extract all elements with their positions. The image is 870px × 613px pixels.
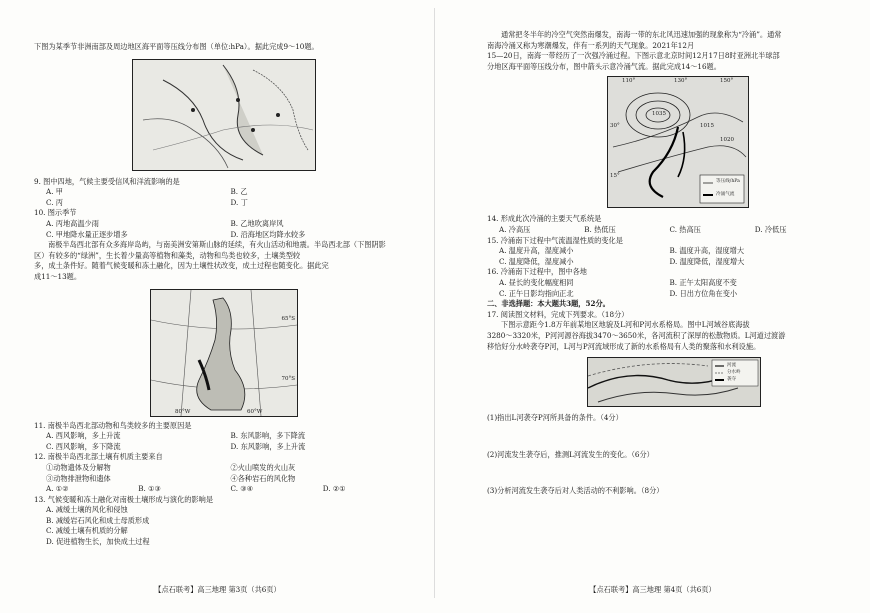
q17-answer-space-3[interactable] (487, 497, 840, 523)
q14-option-b: B. 热低压 (584, 224, 616, 234)
river-capture-map (587, 357, 761, 407)
lon-label-130: 130° (674, 78, 688, 85)
intro-14-16-line2: 南海冷涌又称为寒潮爆发，伴有一系列的天气现象。2021年12月 (487, 40, 695, 50)
isobar-label-1035: 1035 (652, 111, 666, 118)
isobar-map-graphic (133, 60, 315, 170)
legend-cold-surge: 冷涌气流 (716, 192, 735, 198)
q15-option-b: B. 温度升高，湿度增大 (669, 246, 745, 256)
antarctic-peninsula-map (150, 289, 298, 417)
intro-11-13-line4: 成11～13题。 (34, 271, 82, 281)
q12-item-3: ③动物排泄物和遗体 (46, 473, 111, 483)
q11-stem: 11. 南极半岛西北部动物和鸟类较多的主要原因是 (34, 420, 192, 430)
q17-sub-1: (1)指出L河袭夺P河所具备的条件。（4分） (487, 413, 623, 423)
lat-label-65s: 65°S (281, 315, 295, 322)
lon-label-150: 150° (720, 78, 734, 85)
q17-sub-3: (3)分析河流发生袭夺后对人类活动的不利影响。（8分） (487, 486, 664, 496)
intro-11-13-line1: 南极半岛西北部有众多海岸岛屿，与南美洲安第斯山脉的延续，有火山活动和地震。半岛西北部（下图阴影 (48, 240, 386, 250)
q17-answer-space-2[interactable] (487, 460, 840, 486)
q15-option-a: A. 温度升高，湿度减小 (499, 246, 574, 256)
q10-option-c: C. 甲地降水量正逐步增多 (46, 229, 128, 239)
intro-14-16-line3: 15—20日，南海一带经历了一次强冷涌过程。下图示意北京时间12月17日8时亚洲北半球部 (487, 51, 780, 61)
antarctic-peninsula-graphic (151, 290, 297, 416)
q17-answer-space-1[interactable] (487, 424, 840, 450)
page-4 (435, 0, 870, 613)
q13-stem: 13. 气候变暖和冻土融化对南极土壤形成与演化的影响是 (34, 494, 214, 504)
q12-option-b: B. ①③ (138, 484, 161, 494)
q11-option-c: C. 西风影响，多下降流 (46, 441, 121, 451)
q17-sub-2: (2)河流发生袭夺后，推测L河流发生的变化。（6分） (487, 449, 654, 459)
east-asia-isobar-map (607, 76, 749, 208)
q15-option-d: D. 温度降低，湿度增大 (669, 256, 745, 266)
q17-material-line1: 下图示意距今1.8万年前某地区地貌及L河和P河水系格局。图中L河域谷底海拔 (501, 320, 750, 330)
lat-label-15: 15° (610, 173, 620, 180)
section-2-heading: 二、非选择题：本大题共3题，52分。 (487, 299, 610, 309)
lon-label-80w: 80°W (175, 408, 191, 415)
q12-item-1: ①动物遗体及分解物 (46, 462, 111, 472)
intro-11-13-line3: 多，成土条件好。随着气候变暖和冻土融化，因为土壤性状改变，成土过程也随变化。据此完 (34, 261, 329, 271)
lat-label-70s: 70°S (281, 375, 295, 382)
q14-stem: 14. 形成此次冷涌的主要天气系统是 (487, 214, 602, 224)
q14-option-a: A. 冷高压 (499, 224, 531, 234)
q10-option-d: D. 沿海地区均降水较多 (230, 229, 306, 239)
q12-option-d: D. ②① (322, 484, 346, 494)
q12-item-4: ④各种岩石的风化物 (230, 473, 296, 483)
q15-option-c: C. 温度降低，湿度减小 (499, 256, 574, 266)
legend-watershed: 分水岭 (727, 370, 741, 376)
legend-capture: 袭夺 (727, 377, 736, 383)
q12-item-2: ②火山喷发的火山灰 (230, 462, 296, 472)
lon-label-60w: 60°W (247, 408, 263, 415)
q11-option-b: B. 东风影响，多下降流 (230, 431, 306, 441)
page-3-footer: 【点石联考】高三地理 第3页（共6页） (154, 585, 281, 594)
q16-option-a: A. 昼长的变化幅度相同 (499, 277, 574, 287)
isobar-label-1015: 1015 (700, 123, 714, 130)
legend-river: 河流 (727, 363, 736, 369)
q13-option-b: B. 减缓岩石风化和成土母质形成 (46, 515, 150, 525)
q16-stem: 16. 冷涌南下过程中，图中各地 (487, 267, 587, 277)
q17-material-line3: 移恰好分水岭袭夺P河，L河与P河流域形成了新的水系格局有人类的聚落和水利设施。 (487, 341, 761, 351)
q13-option-d: D. 促进植物生长，加快成土过程 (46, 537, 150, 547)
q9-option-d: D. 丁 (230, 197, 248, 207)
q9-option-b: B. 乙 (230, 187, 248, 197)
lon-label-110: 110° (622, 78, 636, 85)
q14-option-c: C. 热高压 (669, 224, 701, 234)
q11-option-a: A. 西风影响，多上升流 (46, 431, 121, 441)
lat-label-30: 30° (610, 123, 620, 130)
intro-9-10: 下图为某季节非洲南部及周边地区海平面等压线分布图（单位:hPa）。据此完成9～10题。 (34, 42, 319, 51)
q15-stem: 15. 冷涌南下过程中气流温湿性质的变化是 (487, 235, 623, 245)
q13-option-c: C. 减缓土壤有机质的分解 (46, 526, 128, 536)
q11-option-d: D. 东风影响，多上升流 (230, 441, 306, 451)
intro-14-16-line1: 通常把冬半年的冷空气突然南爆发，南海一带的东北风迅速加强的现象称为“冷涌”。通常 (501, 30, 782, 39)
q13-option-a: A. 减缓土壤的风化和侵蚀 (46, 505, 128, 515)
intro-11-13-line2: 区）有较多的“绿洲”，生长着少量高等植物和藻类，动物和鸟类也较多，土壤类型较 (34, 250, 301, 260)
q9-stem: 9. 图中四地，气候主要受信风和洋流影响的是 (34, 176, 180, 186)
q17-material-line2: 3280～3320米，P河河源谷海拔3470～3650米，各河流积了深厚的松散物质。L河道过渡游 (487, 330, 786, 340)
q10-stem: 10. 图示季节 (34, 208, 77, 218)
q16-option-c: C. 正午日影均指向正北 (499, 288, 574, 298)
isobar-label-1020: 1020 (720, 137, 734, 144)
q12-stem: 12. 南极半岛西北部土壤有机质主要来自 (34, 452, 163, 462)
q14-option-d: D. 冷低压 (754, 224, 787, 234)
q10-option-b: B. 乙地吹离岸风 (230, 218, 284, 228)
q10-option-a: A. 丙地高温少雨 (46, 218, 99, 228)
page-4-footer: 【点石联考】高三地理 第4页（共6页） (589, 585, 716, 594)
q16-option-b: B. 正午太阳高度不变 (669, 277, 737, 287)
q9-option-a: A. 甲 (46, 187, 63, 197)
q9-option-c: C. 丙 (46, 197, 63, 207)
legend-isobar: 等压线/hPa (716, 179, 740, 185)
q12-option-c: C. ③④ (230, 484, 254, 494)
q16-option-d: D. 日出方位角在变小 (669, 288, 738, 298)
q12-option-a: A. ①② (46, 484, 69, 494)
isobar-map-southern-africa (132, 59, 316, 171)
q17-stem: 17. 阅读图文材料，完成下列要求。（18分） (487, 309, 629, 319)
intro-14-16-line4: 分地区海平面等压线分布，图中箭头示意冷涌气流。据此完成14～16题。 (487, 61, 721, 71)
